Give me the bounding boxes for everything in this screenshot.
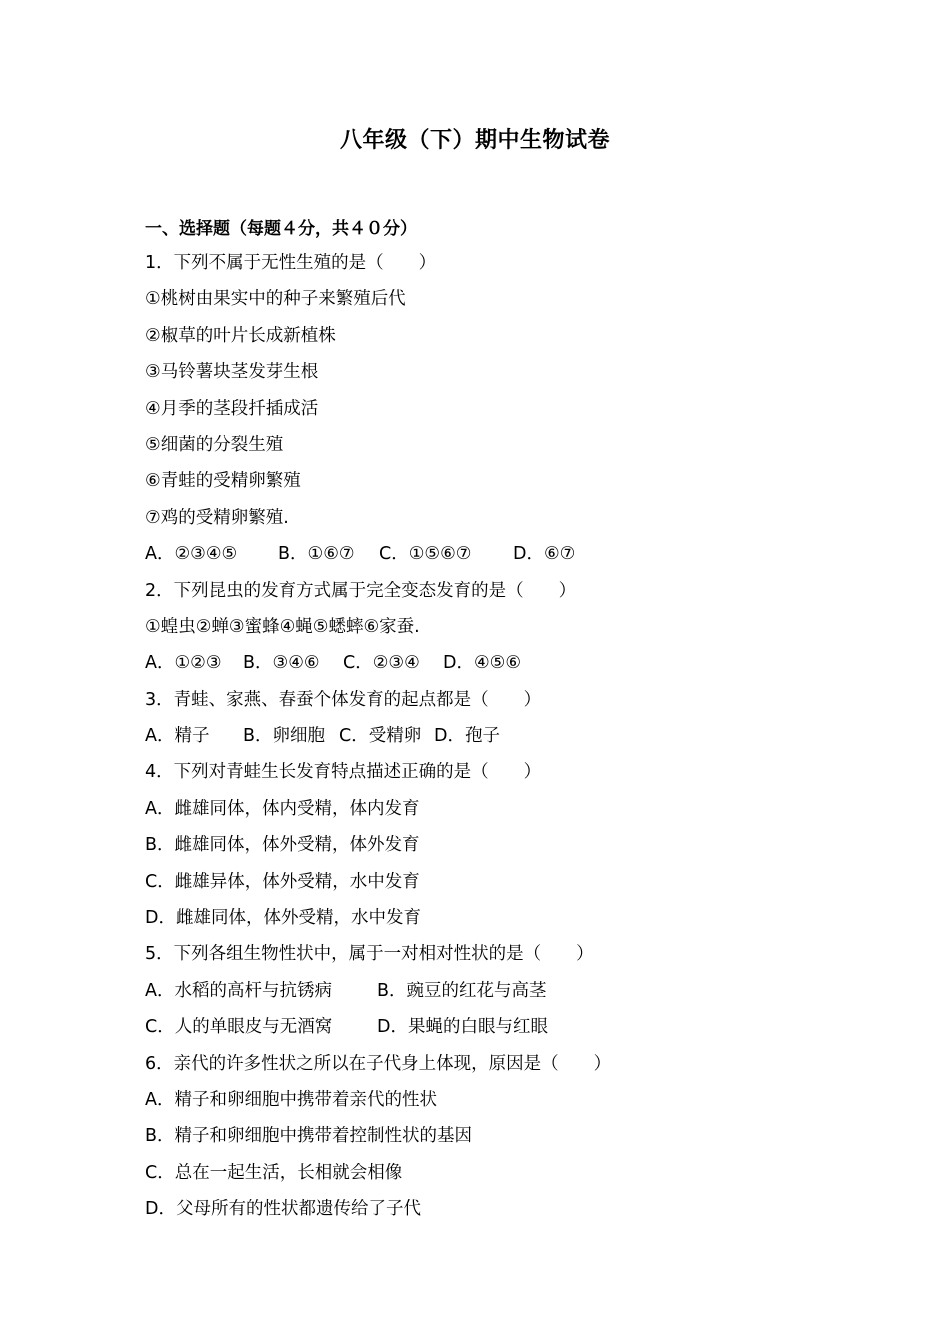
question-1-item: ②椒草的叶片长成新植株 (145, 325, 336, 346)
question-4-option-a[interactable]: A．雌雄同体，体内受精，体内发育 (145, 798, 420, 819)
question-4-option-c[interactable]: C．雌雄异体，体外受精，水中发育 (145, 871, 420, 892)
question-1-option-a[interactable]: A．②③④⑤ (145, 544, 238, 565)
question-3-option-c[interactable]: C．受精卵 (339, 726, 422, 747)
question-1-stem: 1．下列不属于无性生殖的是（ ） (145, 253, 437, 273)
question-2-item: ①蝗虫②蝉③蜜蜂④蝇⑤蟋蟀⑥家蚕. (145, 616, 420, 637)
question-3-option-d[interactable]: D．孢子 (434, 726, 500, 747)
question-4-option-d[interactable]: D．雌雄同体，体外受精，水中发育 (145, 908, 421, 929)
question-2-options (145, 650, 845, 686)
question-5-options-cd (145, 1014, 845, 1050)
question-6-option-c[interactable]: C．总在一起生活，长相就会相像 (145, 1162, 403, 1183)
question-5-option-b[interactable]: B．豌豆的红花与高茎 (377, 980, 547, 1001)
question-3-stem: 3．青蛙、家燕、春蚕个体发育的起点都是（ ） (145, 689, 542, 710)
question-2-option-c[interactable]: C．②③④ (343, 653, 420, 674)
question-4-stem: 4．下列对青蛙生长发育特点描述正确的是（ ） (145, 762, 542, 783)
question-6-option-d[interactable]: D．父母所有的性状都遗传给了子代 (145, 1199, 421, 1220)
question-1-item: ①桃树由果实中的种子来繁殖后代 (145, 289, 406, 310)
question-1-option-c[interactable]: C．①⑤⑥⑦ (379, 544, 472, 565)
question-1-item: ⑦鸡的受精卵繁殖. (145, 507, 289, 528)
question-1-item: ④月季的茎段扦插成活 (145, 398, 319, 419)
question-1-options (145, 541, 845, 577)
question-5-options-ab (145, 978, 845, 1014)
question-2-stem: 2．下列昆虫的发育方式属于完全变态发育的是（ ） (145, 580, 577, 601)
page-title: 八年级（下）期中生物试卷 (339, 128, 610, 153)
question-6-option-a[interactable]: A．精子和卵细胞中携带着亲代的性状 (145, 1089, 437, 1110)
question-6-option-b[interactable]: B．精子和卵细胞中携带着控制性状的基因 (145, 1126, 473, 1147)
question-5-stem: 5．下列各组生物性状中，属于一对相对性状的是（ ） (145, 944, 594, 965)
section-heading: 一、选择题（每题４分，共４０分） (145, 219, 417, 239)
question-3-options (145, 723, 845, 759)
question-2-option-d[interactable]: D．④⑤⑥ (443, 653, 522, 674)
question-5-option-d[interactable]: D．果蝇的白眼与红眼 (377, 1017, 548, 1038)
question-1-option-d[interactable]: D．⑥⑦ (513, 544, 576, 565)
question-5-option-c[interactable]: C．人的单眼皮与无酒窝 (145, 1017, 333, 1038)
question-1-item: ⑥青蛙的受精卵繁殖 (145, 471, 301, 492)
question-2-option-b[interactable]: B．③④⑥ (243, 653, 320, 674)
question-2-option-a[interactable]: A．①②③ (145, 653, 222, 674)
question-3-option-b[interactable]: B．卵细胞 (243, 726, 326, 747)
question-1-item: ③马铃薯块茎发芽生根 (145, 362, 319, 383)
question-3-option-a[interactable]: A．精子 (145, 726, 210, 747)
question-1-option-b[interactable]: B．①⑥⑦ (278, 544, 355, 565)
question-6-stem: 6．亲代的许多性状之所以在子代身上体现，原因是（ ） (145, 1053, 612, 1074)
question-5-option-a[interactable]: A．水稻的高杆与抗锈病 (145, 980, 332, 1001)
question-4-option-b[interactable]: B．雌雄同体，体外受精，体外发育 (145, 835, 420, 856)
question-1-item: ⑤细菌的分裂生殖 (145, 434, 284, 455)
question-list (145, 250, 845, 1233)
